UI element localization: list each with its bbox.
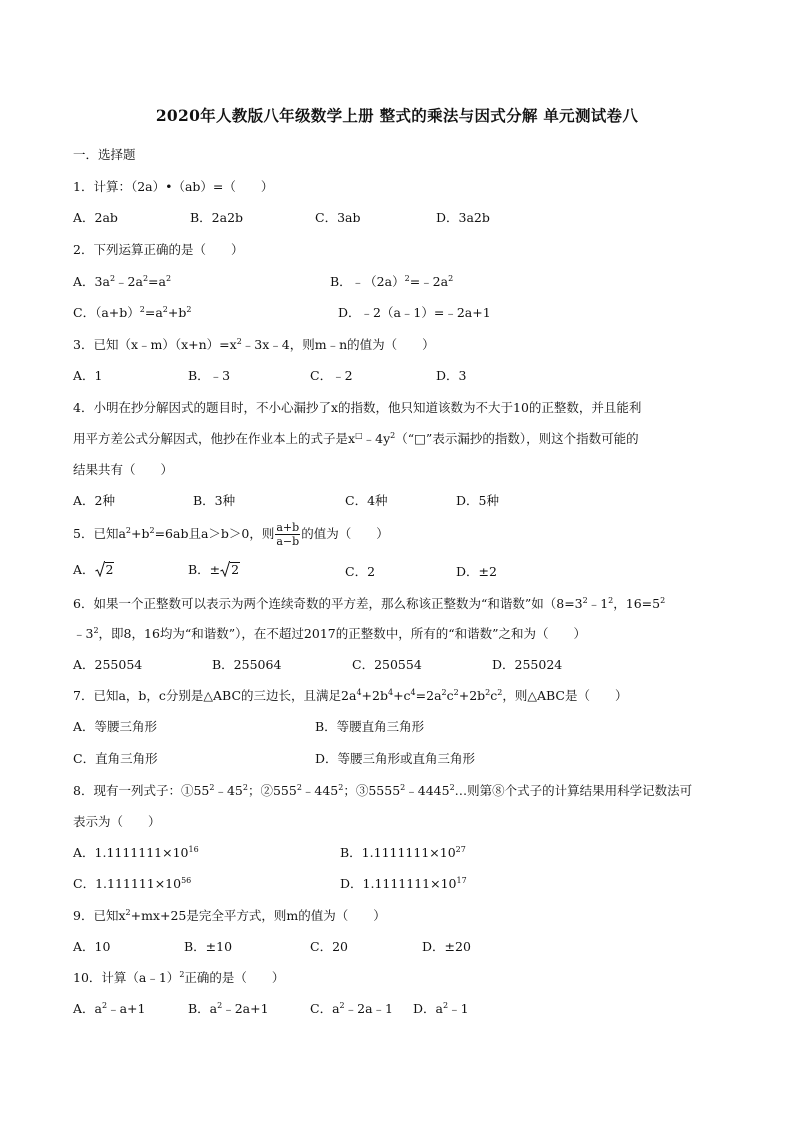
q7-option-d: D．等腰三角形或直角三角形 [315,751,476,766]
section-heading: 一．选择题 [73,147,136,162]
q10-option-d: D．$a^2﹣1$ [413,1001,469,1016]
q5-option-d: D．±2 [456,564,497,579]
q1-option-a: A．2ab [73,210,118,225]
q3-option-c: C．﹣2 [310,368,353,383]
question-4-line-1: 4．小明在抄分解因式的题目时，不小心漏抄了x的指数，他只知道该数为不大于10的正整数，并且能利 [73,400,642,415]
q1-option-b: B．2a2b [190,210,244,225]
q1-option-d: D．3a2b [436,210,490,225]
question-1: 1．计算：（2a）•（ab）=（ ） [73,179,274,194]
question-2: 2．下列运算正确的是（ ） [73,242,244,257]
q10-option-a: A．$a^2﹣a+1$ [73,1001,146,1016]
q9-option-d: D．±20 [422,939,471,954]
question-4-line-2: 用平方差公式分解因式，他抄在作业本上的式子是$x^□﹣4y^2(“□$”表示漏抄的指数），则这个指数可能的 [73,431,639,446]
q4-option-c: C．4种 [345,493,388,508]
q2-option-a: A．$3a^2﹣2a^2=a^2$ [73,274,172,289]
q6-option-b: B．255064 [212,657,282,672]
question-10: 10．计算（a﹣1）$^2$正确的是（ ） [73,970,285,985]
fraction: $\frac{a+b}{a-b}$ [276,521,300,548]
q2-option-c: C．$(a+b)^2=a^2+b^2$ [73,305,192,320]
sqrt-icon: 2 [95,561,115,577]
question-6-line-2: $﹣3^2$，即8，16均为“和谐数”），在不超过2017的正整数中，所有的“和谐数”之和为（ ） [73,626,587,641]
q6-option-d: D．255024 [492,657,563,672]
q9-option-a: A．10 [73,939,111,954]
q5-option-b: B．± 2 [188,562,240,577]
q7-option-a: A．等腰三角形 [73,719,158,734]
q1-option-c: C．3ab [315,210,361,225]
question-9: 9．已知$x^2+mx+25$是完全平方式，则m的值为（ ） [73,908,386,923]
q7-option-b: B．等腰直角三角形 [315,719,425,734]
q8-option-b: B．$1.1111111\times 10^{27}$ [340,845,466,860]
question-6-line-1: 6．如果一个正整数可以表示为两个连续奇数的平方差，那么称该正整数为“和谐数”如（$8=3^2﹣1^2$，$16=5^2$ [73,596,666,611]
q8-option-d: D．$1.1111111\times 10^{17}$ [340,876,467,891]
q3-option-a: A．1 [73,368,103,383]
q4-option-a: A．2种 [73,493,115,508]
q9-option-c: C．20 [310,939,348,954]
question-8-line-1: 8．现有一列式子：$①55^2﹣45^2$；$②555^2﹣445^2$；③5555$^2$﹣4445$^2$…则第⑧个式子的计算结果用科学记数法可 [73,783,693,798]
question-8-line-2: 表示为（ ） [73,814,161,829]
q9-option-b: B．±10 [184,939,233,954]
q2-option-d: D．﹣2（a﹣1）=﹣2a+1 [338,305,491,320]
q6-option-c: C．250554 [352,657,422,672]
question-7: 7．已知a，b，c分别是△ABC的三边长，且满足$2a^4+2b^4+c^4=2a^2c^2+2b^2c^2$，则△ABC是（ ） [73,688,628,703]
q10-option-c: C．$a^2﹣2a﹣1$ [310,1001,393,1016]
q5-option-a: A． 2 [73,562,114,577]
q8-option-c: C．$1.111111\times 10^{56}$ [73,876,192,891]
q5-option-c: C．2 [345,564,376,579]
question-4-line-3: 结果共有（ ） [73,462,174,477]
q7-option-c: C．直角三角形 [73,751,158,766]
q4-option-b: B．3种 [193,493,236,508]
q6-option-a: A．255054 [73,657,143,672]
q4-option-d: D．5种 [456,493,499,508]
q2-option-b: B．$﹣(2a)^2=﹣2a^2$ [330,274,454,289]
page-title: 2020年人教版八年级数学上册 整式的乘法与因式分解 单元测试卷八 [155,106,639,125]
q8-option-a: A．$1.1111111\times 10^{16}$ [73,845,199,860]
sqrt-icon: 2 [220,561,240,577]
question-5: 5．已知$a^2+b^2=6ab$且a＞b＞0，则 $\frac{a+b}{a-b}$ 的值为（ ） [73,521,389,548]
question-3: 3．已知$(x﹣m)(x+n)=x^2﹣3x﹣4$，则m﹣n的值为（ ） [73,337,435,352]
q10-option-b: B．$a^2﹣2a+1$ [188,1001,269,1016]
q3-option-d: D．3 [436,368,467,383]
q3-option-b: B．﹣3 [188,368,231,383]
